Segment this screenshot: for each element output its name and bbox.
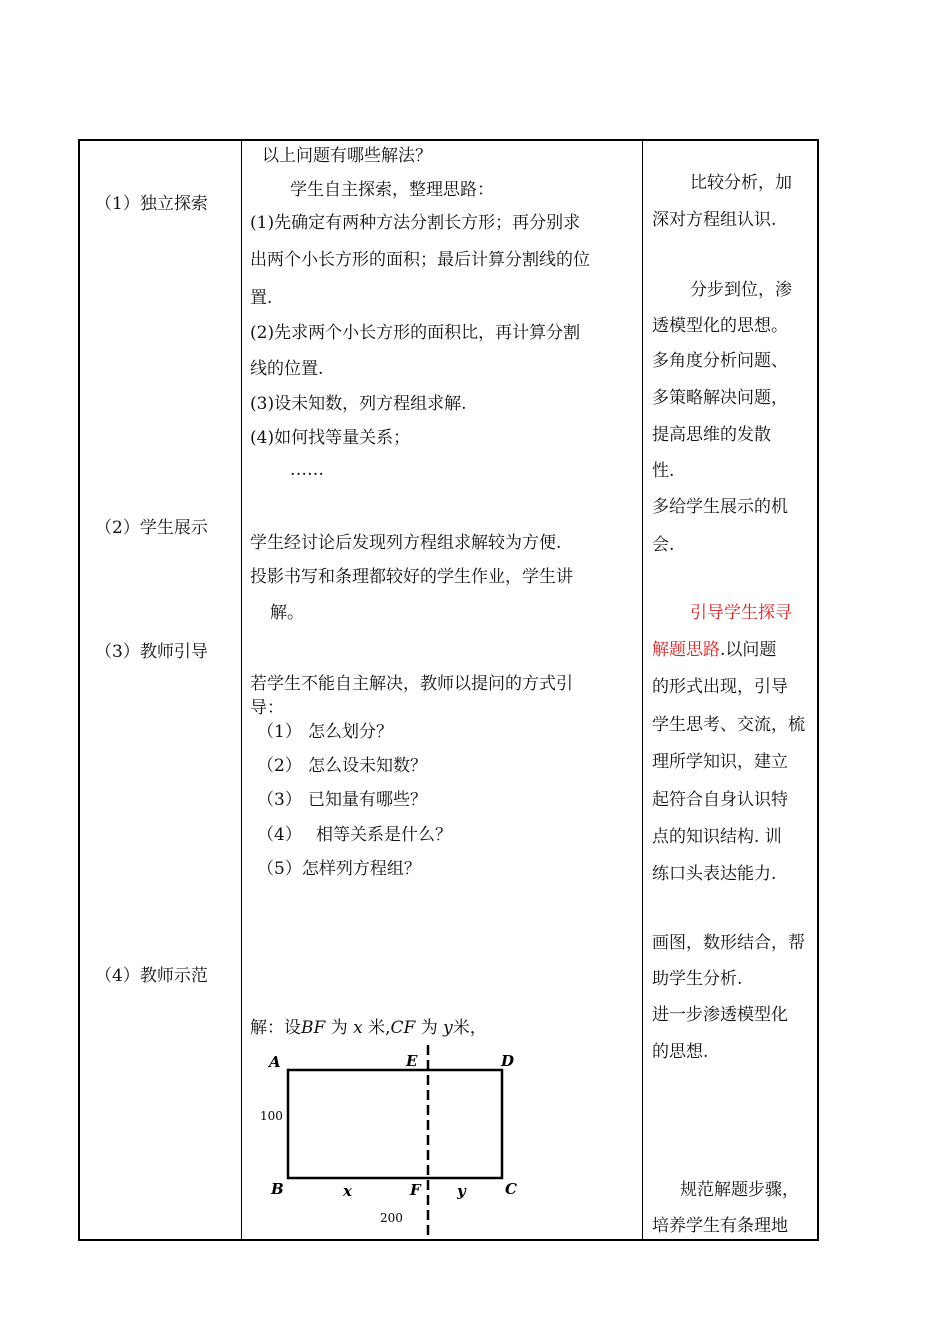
- note-text: 多角度分析问题、: [652, 351, 788, 371]
- paragraph: (3)设未知数，列方程组求解.: [250, 394, 467, 414]
- label-c: C: [505, 1180, 517, 1198]
- question-number: （3）: [257, 790, 302, 810]
- note-text: 规范解题步骤，: [680, 1180, 799, 1200]
- guiding-question: 已知量有哪些？: [308, 790, 427, 810]
- paragraph: 出两个小长方形的面积；最后计算分割线的位: [250, 250, 590, 270]
- note-text: 分步到位，渗: [690, 280, 792, 300]
- paragraph: 投影书写和条理都较好的学生作业，学生讲: [250, 567, 573, 587]
- label-b: B: [271, 1180, 284, 1198]
- note-text: 解题思路.以问题: [652, 640, 777, 660]
- note-text: 学生思考、交流，梳: [652, 715, 805, 735]
- label-e: E: [406, 1052, 418, 1070]
- note-text: 多策略解决问题，: [652, 388, 788, 408]
- solution-line: 解：设BF 为 x 米,CF 为 y米，: [250, 1018, 487, 1038]
- note-text: 多给学生展示的机: [652, 497, 788, 517]
- guiding-question: 怎么划分？: [308, 722, 393, 742]
- column-divider: [642, 141, 643, 1239]
- guiding-question: 怎么设未知数？: [308, 756, 427, 776]
- paragraph: (4)如何找等量关系；: [250, 428, 411, 448]
- question-number: （2）: [257, 756, 302, 776]
- label-100: 100: [260, 1109, 283, 1123]
- note-text: 比较分析，加: [690, 173, 792, 193]
- note-text: 深对方程组认识.: [652, 210, 777, 230]
- question-number: （4）: [257, 825, 302, 845]
- note-text: 画图，数形结合，帮: [652, 933, 805, 953]
- stage-label: （2）学生展示: [95, 518, 208, 538]
- paragraph: 学生自主探索，整理思路：: [290, 180, 494, 200]
- note-text: 助学生分析.: [652, 969, 743, 989]
- note-text: 透模型化的思想。: [652, 316, 788, 336]
- question-number: （1）: [257, 722, 302, 742]
- paragraph: 导：: [250, 698, 284, 718]
- ellipsis: ……: [290, 460, 324, 480]
- rectangle-abcd: [288, 1070, 502, 1178]
- paragraph: 解。: [270, 603, 304, 623]
- guiding-question: （5）怎样列方程组？: [257, 859, 421, 879]
- question-text: 以上问题有哪些解法？: [262, 146, 432, 166]
- note-text: 练口头表达能力.: [652, 864, 777, 884]
- label-d: D: [501, 1052, 515, 1070]
- note-text: 理所学知识，建立: [652, 752, 788, 772]
- note-text: 点的知识结构. 训: [652, 827, 782, 847]
- note-highlight: 引导学生探寻: [690, 603, 792, 623]
- label-f: F: [410, 1181, 421, 1199]
- label-a: A: [269, 1053, 281, 1071]
- note-text: 起符合自身认识特: [652, 790, 788, 810]
- note-text: 会.: [652, 535, 675, 555]
- paragraph: 线的位置.: [250, 359, 324, 379]
- stage-label: （3）教师引导: [95, 642, 208, 662]
- stage-label: （4）教师示范: [95, 966, 208, 986]
- note-text: 的思想.: [652, 1042, 709, 1062]
- label-y: y: [457, 1182, 466, 1200]
- note-text: 提高思维的发散: [652, 425, 771, 445]
- paragraph: (1)先确定有两种方法分割长方形；再分别求: [250, 213, 581, 233]
- note-text: 培养学生有条理地: [652, 1216, 788, 1236]
- paragraph: 置.: [250, 288, 273, 308]
- note-text: 的形式出现，引导: [652, 677, 788, 697]
- paragraph: 学生经讨论后发现列方程组求解较为方便.: [250, 533, 562, 553]
- note-text: 性.: [652, 461, 675, 481]
- paragraph: (2)先求两个小长方形的面积比，再计算分割: [250, 323, 581, 343]
- column-divider: [241, 141, 242, 1239]
- label-x: x: [343, 1182, 352, 1200]
- paragraph: 若学生不能自主解决，教师以提问的方式引: [250, 674, 573, 694]
- note-text: 进一步渗透模型化: [652, 1005, 788, 1025]
- guiding-question: 相等关系是什么？: [316, 825, 452, 845]
- stage-label: （1）独立探索: [95, 194, 208, 214]
- rectangle-diagram: [255, 1045, 530, 1240]
- label-200: 200: [380, 1211, 403, 1225]
